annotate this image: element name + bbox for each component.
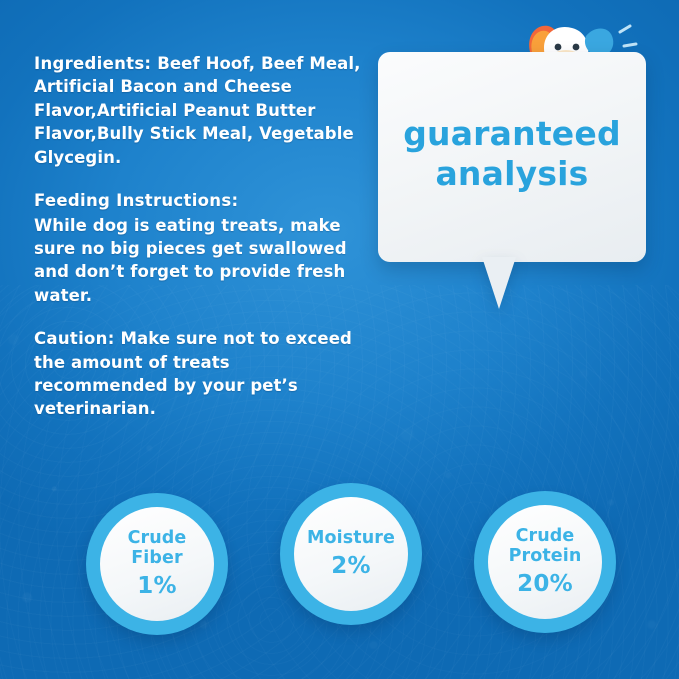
- badge-crude-protein: [474, 491, 616, 633]
- caution-paragraph: [34, 327, 364, 421]
- badge-label: Crude Protein: [508, 525, 582, 566]
- ingredients-block: [34, 52, 364, 169]
- badge-moisture: [280, 483, 422, 625]
- ingredients-heading: Ingredients:: [34, 54, 152, 73]
- badge-value: 2%: [331, 553, 371, 580]
- feeding-instructions-text: While dog is eating treats, make sure no big pieces get swallowed and don’t forget to provide fresh water.: [34, 215, 347, 305]
- feeding-instructions-heading: Feeding Instructions:: [34, 191, 239, 211]
- product-info-text: [34, 52, 364, 421]
- badge-inner: [488, 505, 602, 619]
- callout-title: guaranteed analysis: [403, 114, 621, 194]
- badge-value: 20%: [517, 571, 573, 598]
- badge-label: Crude Fiber: [127, 527, 187, 568]
- caution-text: Make sure not to exceed the amount of treats recommended by your pet’s veterinarian.: [34, 329, 352, 419]
- ingredients-paragraph: [34, 52, 364, 169]
- badge-inner: [294, 497, 408, 611]
- badge-value: 1%: [137, 573, 177, 600]
- analysis-badges: [86, 483, 616, 643]
- callout-tail: [482, 257, 516, 309]
- feeding-instructions-block: [34, 189, 364, 307]
- badge-label: Moisture: [307, 527, 395, 548]
- caution-heading: Caution:: [34, 329, 115, 349]
- ingredients-text: Beef Hoof, Beef Meal, Artificial Bacon and Cheese Flavor,Artificial Peanut Butter Flavor,Bully Stick Meal, Vegetable Glycegin.: [34, 54, 361, 167]
- caution-block: [34, 327, 364, 421]
- badge-crude-fiber: [86, 493, 228, 635]
- badge-inner: [100, 507, 214, 621]
- guaranteed-analysis-callout: [378, 52, 646, 262]
